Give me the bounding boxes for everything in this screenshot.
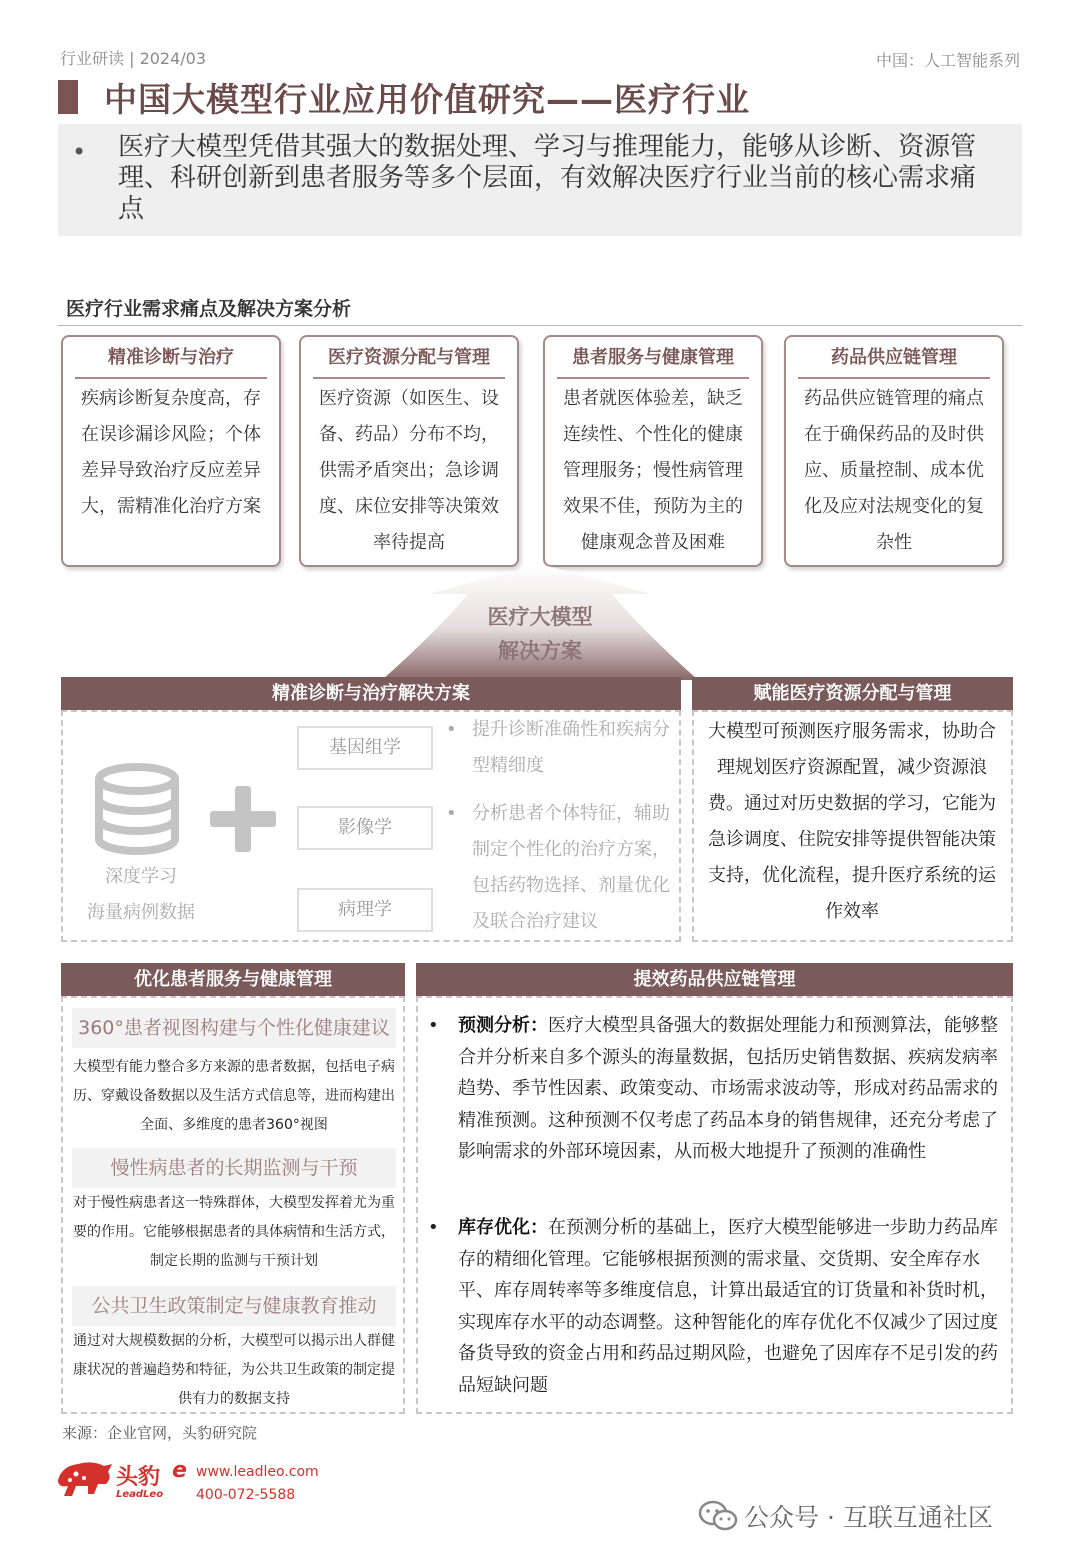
summary-box: [58, 124, 1022, 236]
summary-bullet: •: [72, 138, 87, 166]
deep-learning-label: 深度学习: [105, 866, 177, 887]
patient-desc-360: 大模型有能力整合多方来源的患者数据，包括电子病历、穿戴设备数据以及生活方式信息等，进而构建出全面、多维度的患者360°视图: [73, 1059, 395, 1133]
diagnosis-bullet-text: 分析患者个体特征，辅助制定个性化的治疗方案，包括药物选择、剂量优化及联合治疗建议: [472, 803, 670, 932]
diagnosis-bullet-2: • 分析患者个体特征，辅助制定个性化的治疗方案，包括药物选择、剂量优化及联合治疗建议: [446, 803, 670, 932]
pain-card-title: 药品供应链管理: [831, 347, 957, 368]
wechat-icon: [698, 1500, 738, 1532]
supply-item-label: 库存优化：: [458, 1217, 548, 1238]
supply-item-label: 预测分析：: [458, 1015, 548, 1036]
pain-card-body: 患者就医体验差，缺乏连续性、个性化的健康管理服务；慢性病管理效果不佳，预防为主的健康观念普及困难: [563, 388, 743, 553]
patient-service-header: 优化患者服务与健康管理: [61, 963, 405, 996]
pain-card-body: 药品供应链管理的痛点在于确保药品的及时供应、质量控制、成本优化及应对法规变化的复杂性: [804, 388, 984, 553]
phone-number: 400-072-5588: [196, 1487, 296, 1503]
arrow-label-line2: 解决方案: [498, 639, 582, 663]
supply-item-inventory: • 库存优化：在预测分析的基础上，医疗大模型能够进一步助力药品库存的精细化管理。它能够根据预测的需求量、交货期、安全库存水平、库存周转率等多维度信息，计算出最适宜的订货量和补货时机，实现库存水平的动态调整。这种智能化的库存优化不仅减少了因过度备货导致的资金占用和药品过期风险，也避免了因库存不足引发的药品短缺问题: [428, 1217, 998, 1396]
watermark-text: 公众号 · 互联互通社区: [744, 1503, 993, 1532]
summary-text: 医疗大模型凭借其强大的数据处理、学习与推理能力，能够从诊断、资源管理、科研创新到患者服务等多个层面，有效解决医疗行业当前的核心需求痛点: [118, 132, 977, 224]
title-accent-bar: [58, 80, 78, 114]
diagnosis-solution-header: 精准诊断与治疗解决方案: [61, 677, 681, 710]
pain-card-divider: [798, 377, 990, 379]
pain-card-resources: [299, 335, 519, 567]
pathology-tag: 病理学: [297, 888, 433, 932]
pain-card-divider: [557, 377, 749, 379]
page-title: 中国大模型行业应用价值研究——医疗行业: [104, 80, 750, 119]
resource-solution-header: 赋能医疗资源分配与管理: [692, 677, 1013, 710]
source-note: 来源：企业官网，头豹研究院: [62, 1424, 258, 1442]
leopard-logo-icon: [54, 1458, 114, 1500]
pain-card-body: 医疗资源（如医生、设备、药品）分布不均，供需矛盾突出；急诊调度、床位安排等决策效率待提高: [319, 388, 499, 553]
series-label: 中国：人工智能系列: [875, 51, 1020, 70]
imaging-tag: 影像学: [297, 806, 433, 850]
pain-card-patient: [543, 335, 763, 567]
supply-item-text: 医疗大模型具备强大的数据处理能力和预测算法，能够整合并分析来自多个源头的海量数据，包括历史销售数据、疾病发病率趋势、季节性因素、政策变动、市场需求波动等，形成对药品需求的精准预测。这种预测不仅考虑了药品本身的销售规律，还充分考虑了影响需求的外部环境因素，从而极大地提升了预测的准确性: [458, 1015, 998, 1162]
genomics-tag: 基因组学: [297, 726, 433, 770]
patient-subtitle-public-health: 公共卫生政策制定与健康教育推动: [72, 1286, 396, 1326]
database-icon: [92, 763, 182, 855]
supply-item-forecast: • 预测分析：医疗大模型具备强大的数据处理能力和预测算法，能够整合并分析来自多个源头的海量数据，包括历史销售数据、疾病发病率趋势、季节性因素、政策变动、市场需求波动等，形成对药品需求的精准预测。这种预测不仅考虑了药品本身的销售规律，还充分考虑了影响需求的外部环境因素，从而极大地提升了预测的准确性: [428, 1015, 998, 1162]
solution-arrow-label: [440, 600, 640, 668]
web-e-icon: e: [172, 1458, 187, 1483]
mass-cases-label: 海量病例数据: [87, 902, 195, 923]
section-title: 医疗行业需求痛点及解决方案分析: [66, 298, 352, 320]
pain-card-title: 医疗资源分配与管理: [328, 347, 490, 368]
patient-desc-chronic: 对于慢性病患者这一特殊群体，大模型发挥着尤为重要的作用。它能够根据患者的具体病情和生活方式，制定长期的监测与干预计划: [73, 1195, 395, 1269]
section-divider: [58, 325, 1022, 326]
pain-card-diagnosis: [61, 335, 281, 567]
pain-card-divider: [313, 377, 505, 379]
pain-card-title: 患者服务与健康管理: [572, 347, 734, 368]
plus-icon: [210, 786, 276, 852]
resource-solution-body: 大模型可预测医疗服务需求，协助合理规划医疗资源配置，减少资源浪费。通过对历史数据的学习，它能为急诊调度、住院安排等提供智能决策支持，优化流程，提升医疗系统的运作效率: [708, 721, 996, 922]
supply-item-text: 在预测分析的基础上，医疗大模型能够进一步助力药品库存的精细化管理。它能够根据预测的需求量、交货期、安全库存水平、库存周转率等多维度信息，计算出最适宜的订货量和补货时机，实现库存水平的动态调整。这种智能化的库存优化不仅减少了因过度备货导致的资金占用和药品过期风险，也避免了因库存不足引发的药品短缺问题: [458, 1217, 998, 1396]
logo-english: LeadLeo: [116, 1489, 164, 1500]
report-meta: 行业研读 | 2024/03: [60, 49, 207, 68]
pain-card-supply: [784, 335, 1004, 567]
arrow-label-line1: 医疗大模型: [487, 605, 593, 629]
logo-wordmark: 头豹: [116, 1465, 161, 1490]
pain-card-divider: [75, 377, 267, 379]
patient-desc-public-health: 通过对大规模数据的分析，大模型可以揭示出人群健康状况的普遍趋势和特征，为公共卫生政策的制定提供有力的数据支持: [73, 1333, 395, 1407]
patient-subtitle-chronic: 慢性病患者的长期监测与干预: [72, 1148, 396, 1188]
diagnosis-bullet-1: • 提升诊断准确性和疾病分型精细度: [446, 719, 670, 776]
pain-card-body: 疾病诊断复杂度高，存在误诊漏诊风险；个体差异导致治疗反应差异大，需精准化治疗方案: [81, 388, 261, 517]
supply-chain-header: 提效药品供应链管理: [416, 963, 1013, 996]
diagnosis-bullet-text: 提升诊断准确性和疾病分型精细度: [472, 719, 670, 776]
website-link[interactable]: www.leadleo.com: [196, 1464, 319, 1480]
patient-subtitle-360: 360°患者视图构建与个性化健康建议: [72, 1008, 396, 1048]
pain-card-title: 精准诊断与治疗: [108, 347, 234, 368]
